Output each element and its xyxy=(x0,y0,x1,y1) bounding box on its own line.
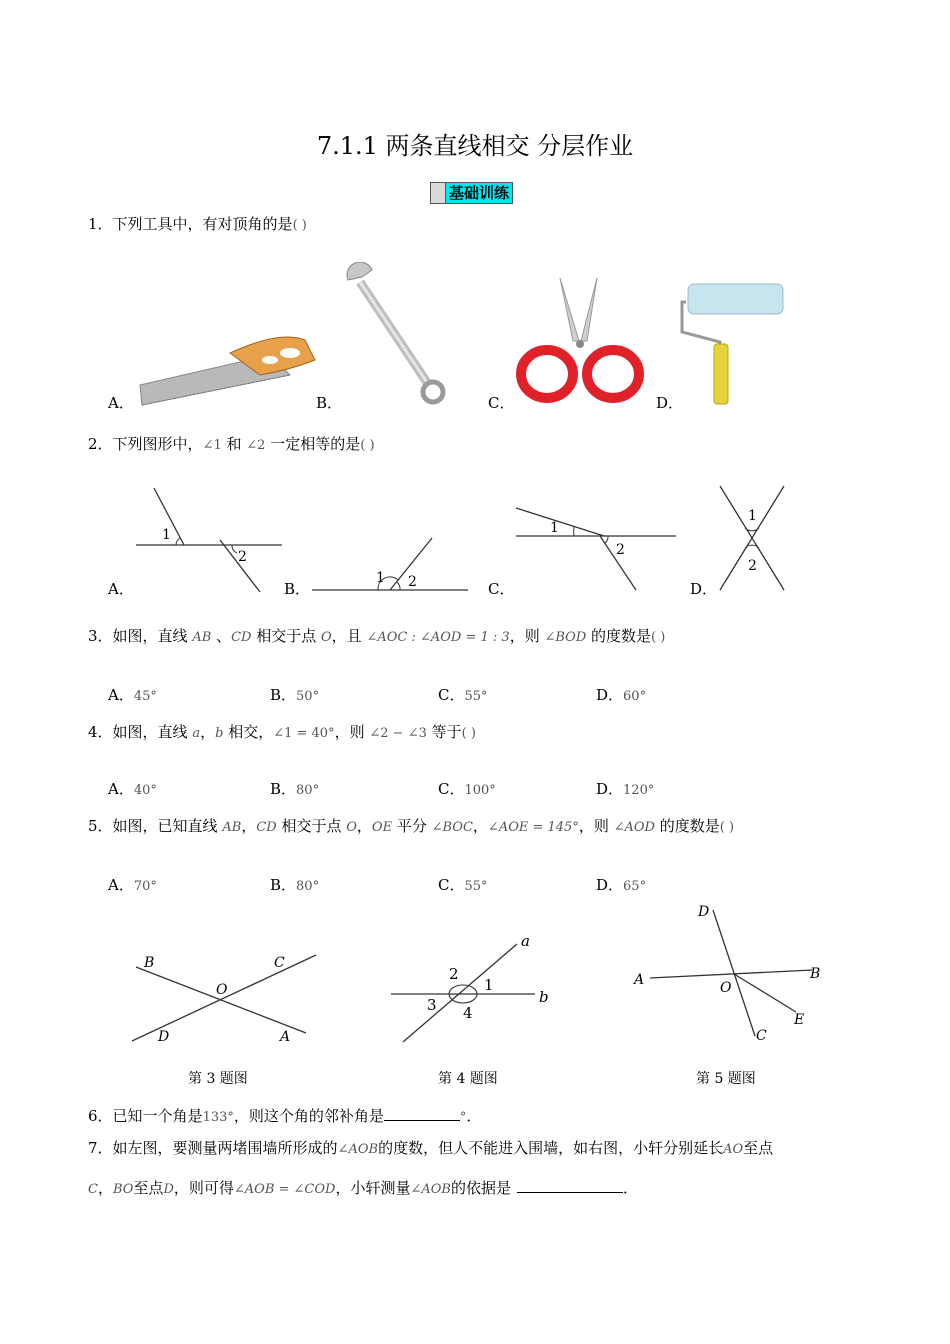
figure-4-caption: 第 4 题图 xyxy=(438,1071,498,1087)
angle-label: 1 xyxy=(484,976,494,994)
math-symbol: ∠AOD xyxy=(613,820,655,835)
math-symbol: AO xyxy=(723,1142,744,1157)
q2-figure-c xyxy=(512,500,682,592)
scissors-handle xyxy=(587,350,639,398)
question-text: 等于 xyxy=(426,723,462,741)
angle-label: 2 xyxy=(408,574,417,590)
line-a xyxy=(403,944,517,1042)
answer-blank[interactable] xyxy=(517,1176,623,1193)
point-label: C xyxy=(274,955,285,971)
q4-option-d[interactable] xyxy=(596,778,654,799)
question-text: 如图，已知直线 xyxy=(112,817,223,835)
answer-blank[interactable] xyxy=(384,1104,460,1121)
answer-paren: ( ) xyxy=(360,438,375,453)
answer-paren: ( ) xyxy=(719,820,735,835)
question-2 xyxy=(88,434,375,456)
question-text: 、 xyxy=(211,627,232,645)
roller-handle xyxy=(714,344,728,404)
option-value: 120° xyxy=(623,783,655,798)
point-label: B xyxy=(144,955,155,971)
angle-label: 1 xyxy=(376,570,385,586)
angle-label: 1 xyxy=(550,520,559,536)
option-value: 45° xyxy=(133,689,157,704)
answer-paren: ( ) xyxy=(292,218,307,233)
question-text: 的度数，但人不能进入围墙，如右图，小轩分别延长 xyxy=(378,1139,724,1157)
line-ab xyxy=(650,970,812,978)
angle-label: 2 xyxy=(449,965,459,983)
math-symbol: O xyxy=(346,820,357,835)
math-symbol: CD xyxy=(231,630,252,645)
question-text: 下列图形中， xyxy=(112,435,203,453)
q2-option-d[interactable]: D． xyxy=(690,580,718,598)
angle-label: 4 xyxy=(463,1004,473,1022)
point-label: O xyxy=(720,980,732,996)
question-number: 2． xyxy=(88,435,113,453)
angle-label: 2 xyxy=(616,542,625,558)
option-label: B． xyxy=(270,780,297,798)
question-5 xyxy=(88,816,734,838)
option-value: 50° xyxy=(296,689,320,704)
line xyxy=(220,540,260,592)
angle-label: 2 xyxy=(748,558,757,574)
line-label: b xyxy=(539,988,549,1006)
question-7-line-2 xyxy=(88,1176,638,1200)
math-symbol: D xyxy=(163,1182,174,1197)
question-text: ， xyxy=(241,817,257,835)
q1-option-d[interactable]: D． xyxy=(656,394,684,412)
question-number: 6． xyxy=(88,1107,113,1125)
saw-grip-hole xyxy=(280,348,300,358)
answer-paren: ( ) xyxy=(461,726,476,741)
math-symbol: OE xyxy=(371,820,393,835)
question-text: ，且 xyxy=(331,627,367,645)
question-number: 4． xyxy=(88,723,113,741)
math-expression: ∠AOB = ∠COD xyxy=(233,1182,336,1197)
answer-paren: ( ) xyxy=(651,630,666,645)
q2-option-c[interactable]: C． xyxy=(488,580,515,598)
option-label: A． xyxy=(108,876,134,894)
math-symbol: C xyxy=(88,1182,98,1197)
question-text: 如图，直线 xyxy=(112,627,193,645)
angle-arc xyxy=(605,536,608,543)
question-1 xyxy=(88,214,307,236)
question-text: ，则 xyxy=(578,817,614,835)
math-angle: ∠2 xyxy=(246,438,266,453)
degree-symbol: ° xyxy=(459,1110,467,1125)
q5-option-a[interactable] xyxy=(108,874,157,895)
q4-option-c[interactable] xyxy=(438,778,496,799)
angle-arc xyxy=(232,545,237,553)
figure-5 xyxy=(628,900,828,1048)
section-tag xyxy=(430,182,513,204)
option-value: 55° xyxy=(464,689,488,704)
option-label: D． xyxy=(596,686,624,704)
option-label: B． xyxy=(270,686,297,704)
q2-figure-b xyxy=(308,532,473,597)
section-tag-marker xyxy=(431,183,446,203)
question-number: 7． xyxy=(88,1139,113,1157)
math-symbol: a xyxy=(192,726,201,741)
saw-image xyxy=(130,325,325,410)
q2-option-a[interactable]: A． xyxy=(108,580,134,598)
question-text: ，则 xyxy=(509,627,545,645)
q5-option-c[interactable] xyxy=(438,874,488,895)
figure-4 xyxy=(385,930,560,1050)
point-label: A xyxy=(280,1029,291,1045)
question-text: 已知一个角是 xyxy=(112,1107,203,1125)
option-value: 100° xyxy=(464,783,496,798)
question-text: 相交， xyxy=(223,723,274,741)
point-label: D xyxy=(158,1029,170,1045)
point-label: D xyxy=(698,904,710,920)
question-text: 的度数是 xyxy=(654,817,720,835)
q1-option-c[interactable]: C． xyxy=(488,394,515,412)
math-symbol: b xyxy=(215,726,224,741)
figure-5-caption: 第 5 题图 xyxy=(696,1071,756,1087)
question-text: ，则这个角的邻补角是 xyxy=(233,1107,384,1125)
math-expression: ∠AOE = 145° xyxy=(487,820,579,835)
question-7-line-1 xyxy=(88,1138,773,1160)
math-value: 133° xyxy=(202,1110,234,1125)
question-text: ， xyxy=(356,817,372,835)
question-text: 和 xyxy=(221,435,247,453)
option-label: A． xyxy=(108,686,134,704)
question-number: 5． xyxy=(88,817,113,835)
math-symbol: ∠AOB xyxy=(337,1142,379,1157)
question-text: 相交于点 xyxy=(251,627,321,645)
point-label: C xyxy=(756,1028,767,1044)
question-text: 的度数是 xyxy=(586,627,652,645)
math-symbol: BO xyxy=(112,1182,134,1197)
angle-arc xyxy=(176,538,180,545)
q3-option-a[interactable] xyxy=(108,684,157,705)
saw-grip-hole xyxy=(262,356,278,364)
figure-3 xyxy=(120,945,320,1045)
math-symbol: ∠BOC xyxy=(431,820,473,835)
q5-option-d[interactable] xyxy=(596,874,646,895)
math-symbol: ∠BOD xyxy=(544,630,587,645)
math-expression: ∠2 − ∠3 xyxy=(369,726,427,741)
wrench-image xyxy=(340,262,450,407)
option-label: D． xyxy=(596,876,624,894)
point-label: B xyxy=(810,966,821,982)
option-value: 70° xyxy=(133,879,157,894)
q5-option-b[interactable] xyxy=(270,874,319,895)
question-text: ． xyxy=(623,1179,639,1197)
option-value: 55° xyxy=(464,879,488,894)
question-text: ． xyxy=(466,1107,482,1125)
math-symbol: AB xyxy=(222,820,242,835)
option-label: D． xyxy=(596,780,624,798)
q3-option-b[interactable] xyxy=(270,684,319,705)
question-text: 如图，直线 xyxy=(112,723,193,741)
line-label: a xyxy=(521,932,530,950)
math-expression: ∠1 = 40° xyxy=(273,726,335,741)
question-text: ， xyxy=(97,1179,113,1197)
question-text: 如左图，要测量两堵围墙所形成的 xyxy=(112,1139,338,1157)
question-text: 至点 xyxy=(743,1139,774,1157)
question-4 xyxy=(88,722,476,744)
math-expression: ∠AOC : ∠AOD = 1 : 3 xyxy=(366,630,510,645)
question-text: ， xyxy=(200,723,216,741)
question-number: 3． xyxy=(88,627,113,645)
line xyxy=(516,508,604,536)
scissors-blade xyxy=(560,278,579,341)
question-text: 至点 xyxy=(133,1179,164,1197)
math-symbol: ∠AOB xyxy=(410,1182,451,1197)
scissors-image xyxy=(515,276,645,406)
scissors-blade xyxy=(581,278,597,341)
angle-label: 2 xyxy=(238,549,247,565)
question-text: 的依据是 xyxy=(450,1179,511,1197)
point-label: E xyxy=(794,1012,805,1028)
question-text: 平分 xyxy=(392,817,432,835)
question-number: 1． xyxy=(88,215,113,233)
q1-option-a[interactable]: A． xyxy=(108,394,134,412)
q3-option-d[interactable] xyxy=(596,684,646,705)
q3-option-c[interactable] xyxy=(438,684,488,705)
option-value: 60° xyxy=(623,689,647,704)
question-text: ，小轩测量 xyxy=(335,1179,411,1197)
option-value: 80° xyxy=(296,783,320,798)
angle-label: 3 xyxy=(427,996,437,1014)
option-label: C． xyxy=(438,876,465,894)
section-tag-label: 基础训练 xyxy=(446,183,512,203)
angle-arc xyxy=(397,582,400,590)
angle-label: 1 xyxy=(748,508,757,524)
ray-oe xyxy=(734,974,796,1012)
question-text: ，则 xyxy=(334,723,370,741)
point-label: O xyxy=(216,982,228,998)
option-label: C． xyxy=(438,686,465,704)
question-text: ，则可得 xyxy=(173,1179,234,1197)
option-label: C． xyxy=(438,780,465,798)
math-symbol: AB xyxy=(192,630,212,645)
option-label: B． xyxy=(270,876,297,894)
paint-roller-image xyxy=(680,282,790,407)
q2-figure-d xyxy=(712,484,792,594)
question-text: 相交于点 xyxy=(276,817,347,835)
question-text: ， xyxy=(472,817,488,835)
question-text: 一定相等的是 xyxy=(265,435,361,453)
point-label: A xyxy=(634,972,645,988)
angle-label: 1 xyxy=(162,527,171,543)
scissors-pivot xyxy=(576,340,584,348)
math-symbol: CD xyxy=(256,820,277,835)
math-angle: ∠1 xyxy=(202,438,222,453)
wrench-ring-end xyxy=(423,382,443,402)
q2-option-b[interactable]: B． xyxy=(284,580,311,598)
q1-option-b[interactable]: B． xyxy=(316,394,343,412)
q2-figure-a xyxy=(130,482,290,592)
scissors-handle xyxy=(521,350,573,398)
question-text: 下列工具中，有对顶角的是 xyxy=(112,215,293,233)
question-6 xyxy=(88,1104,481,1128)
roller-cover xyxy=(688,284,783,314)
page-title: 7.1.1 两条直线相交 分层作业 xyxy=(316,132,634,160)
q4-option-a[interactable] xyxy=(108,778,157,799)
option-value: 40° xyxy=(133,783,157,798)
q4-option-b[interactable] xyxy=(270,778,319,799)
math-symbol: O xyxy=(320,630,332,645)
wrench-open-end xyxy=(347,262,372,280)
option-value: 80° xyxy=(296,879,320,894)
option-label: A． xyxy=(108,780,134,798)
question-3 xyxy=(88,626,665,648)
wrench-shaft-highlight xyxy=(360,282,432,390)
option-value: 65° xyxy=(623,879,647,894)
figure-3-caption: 第 3 题图 xyxy=(188,1071,248,1087)
